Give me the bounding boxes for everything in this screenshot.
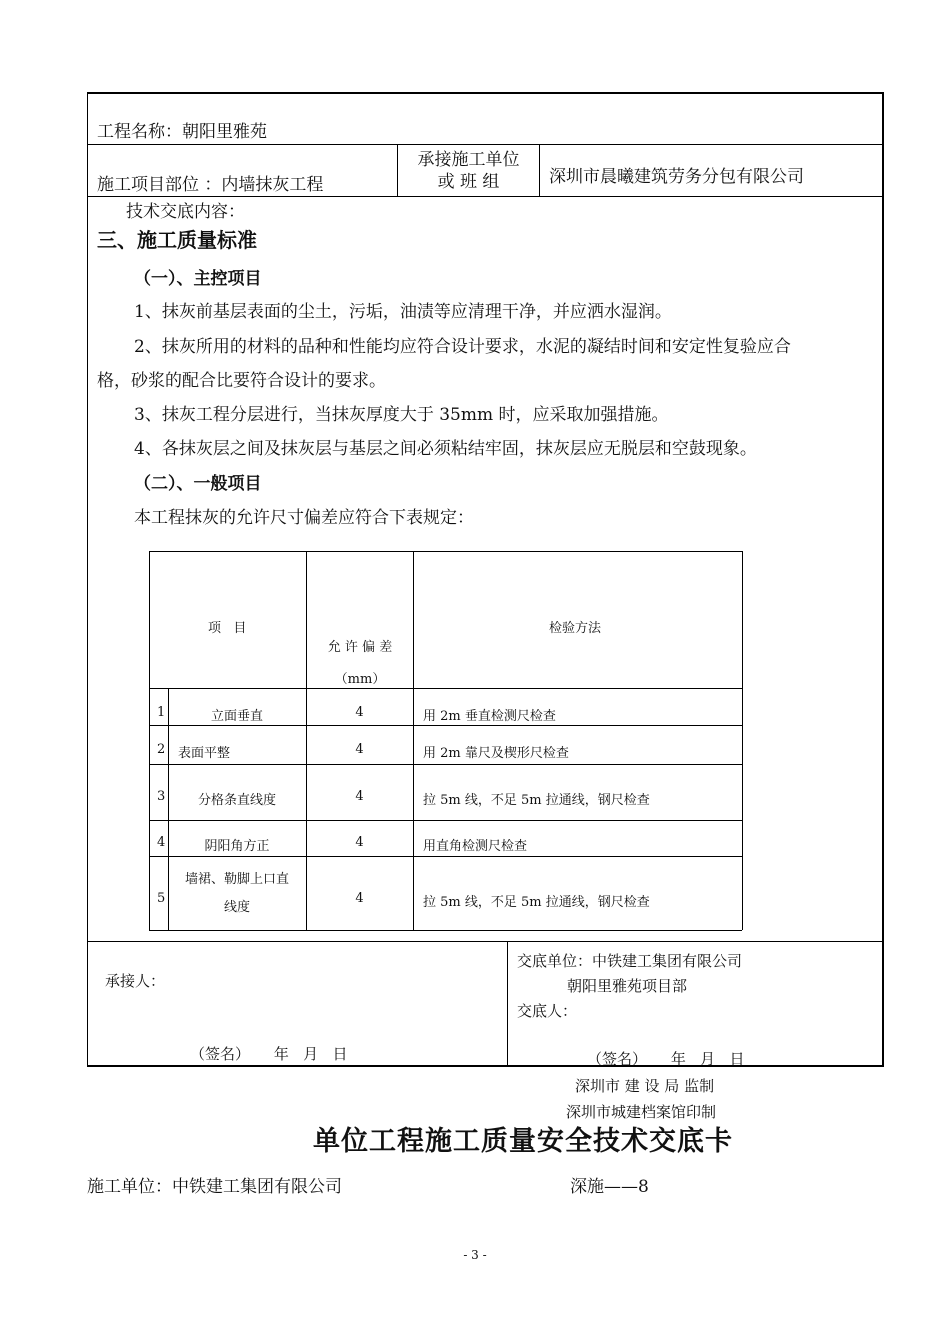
table-intro: 本工程抹灰的允许尺寸偏差应符合下表规定： — [134, 508, 474, 528]
row-4-no: 4 — [157, 835, 166, 850]
sub1-title: （一）、主控项目 — [134, 269, 262, 289]
item-1: 1、抹灰前基层表面的尘土，污垢，油渍等应清理干净，并应洒水湿润。 — [134, 302, 672, 322]
item-2-cont: 格，砂浆的配合比要符合设计的要求。 — [97, 371, 386, 391]
header-vline-2 — [539, 144, 540, 196]
table-row-line-2 — [149, 725, 742, 726]
page-number: - 3 - — [463, 1248, 487, 1262]
contractor-label — [398, 149, 539, 193]
row-5-item-line2: 线度 — [223, 900, 250, 915]
table-row-line-5 — [149, 856, 742, 857]
th-item: 项 目 — [208, 621, 247, 636]
table-tol-col — [413, 551, 414, 930]
item-3: 3、抹灰工程分层进行，当抹灰厚度大于 35mm 时，应采取加强措施。 — [134, 405, 669, 425]
construction-part: 施工项目部位 ：内墙抹灰工程 — [97, 175, 324, 195]
item-2: 2、抹灰所用的材料的品种和性能均应符合设计要求，水泥的凝结时间和安定性复验应合 — [134, 337, 791, 357]
project-name: 工程名称：朝阳里雅苑 — [97, 122, 267, 142]
row-2-method: 用 2m 靠尺及楔形尺检查 — [423, 746, 569, 761]
row-5-tol: 4 — [355, 891, 364, 906]
issuer-dept: 朝阳里雅苑项目部 — [567, 977, 688, 995]
row-5-item — [168, 870, 306, 932]
section-title: 三、施工质量标准 — [97, 228, 257, 252]
row-1-no: 1 — [157, 705, 166, 720]
row-5-no: 5 — [157, 891, 166, 906]
document-title: 单位工程施工质量安全技术交底卡 — [313, 1126, 733, 1157]
row-3-no: 3 — [157, 789, 166, 804]
table-right — [742, 551, 743, 930]
construction-company: 施工单位：中铁建工集团有限公司 — [87, 1177, 342, 1197]
receiver-label: 承接人： — [105, 972, 166, 990]
contractor-label-line1: 承接施工单位 — [417, 150, 520, 170]
row-2-item: 表面平整 — [178, 746, 231, 761]
issuer-unit: 交底单位：中铁建工集团有限公司 — [517, 952, 743, 970]
row-1-method: 用 2m 垂直检测尺检查 — [423, 709, 556, 724]
left-signature: （签名） 年 月 日 — [190, 1045, 348, 1063]
contractor-label-line2: 或 班 组 — [437, 172, 500, 192]
signoff-vline — [507, 941, 508, 1067]
issuer-person: 交底人： — [517, 1002, 578, 1020]
header-divider-1 — [87, 144, 884, 145]
row-4-tol: 4 — [355, 835, 364, 850]
sub2-title: （二）、一般项目 — [134, 474, 262, 494]
row-5-method: 拉 5m 线，不足 5m 拉通线，钢尺检查 — [423, 895, 650, 910]
th-tolerance-line1: 允 许 偏 差 — [327, 640, 393, 655]
supervise-note: 深圳市 建 设 局 监制 — [575, 1077, 715, 1095]
row-3-tol: 4 — [355, 789, 364, 804]
item-4: 4、各抹灰层之间及抹灰层与基层之间必须粘结牢固，抹灰层应无脱层和空鼓现象。 — [134, 439, 757, 459]
row-1-item: 立面垂直 — [210, 709, 263, 724]
right-signature: （签名） 年 月 日 — [587, 1050, 745, 1068]
printed-note: 深圳市城建档案馆印制 — [566, 1103, 717, 1121]
table-row-line-1 — [149, 688, 742, 689]
table-row-line-3 — [149, 764, 742, 765]
row-2-tol: 4 — [355, 742, 364, 757]
row-2-no: 2 — [157, 742, 166, 757]
table-row-line-4 — [149, 820, 742, 821]
row-3-method: 拉 5m 线，不足 5m 拉通线，钢尺检查 — [423, 793, 650, 808]
table-left — [149, 551, 150, 930]
th-method: 检验方法 — [549, 621, 602, 636]
form-code: 深施——8 — [570, 1177, 649, 1197]
th-tolerance — [307, 630, 413, 698]
intro-label: 技术交底内容： — [126, 202, 245, 222]
row-3-item: 分格条直线度 — [197, 793, 276, 808]
table-top — [149, 551, 742, 552]
row-4-method: 用直角检测尺检查 — [423, 839, 528, 854]
row-5-item-line1: 墙裙、勒脚上口直 — [184, 872, 289, 887]
th-tolerance-line2: （mm） — [334, 672, 386, 687]
row-4-item: 阴阳角方正 — [204, 839, 270, 854]
row-1-tol: 4 — [355, 705, 364, 720]
signoff-divider — [87, 941, 884, 942]
table-item-col — [306, 551, 307, 930]
contractor-value: 深圳市晨曦建筑劳务分包有限公司 — [549, 167, 804, 187]
